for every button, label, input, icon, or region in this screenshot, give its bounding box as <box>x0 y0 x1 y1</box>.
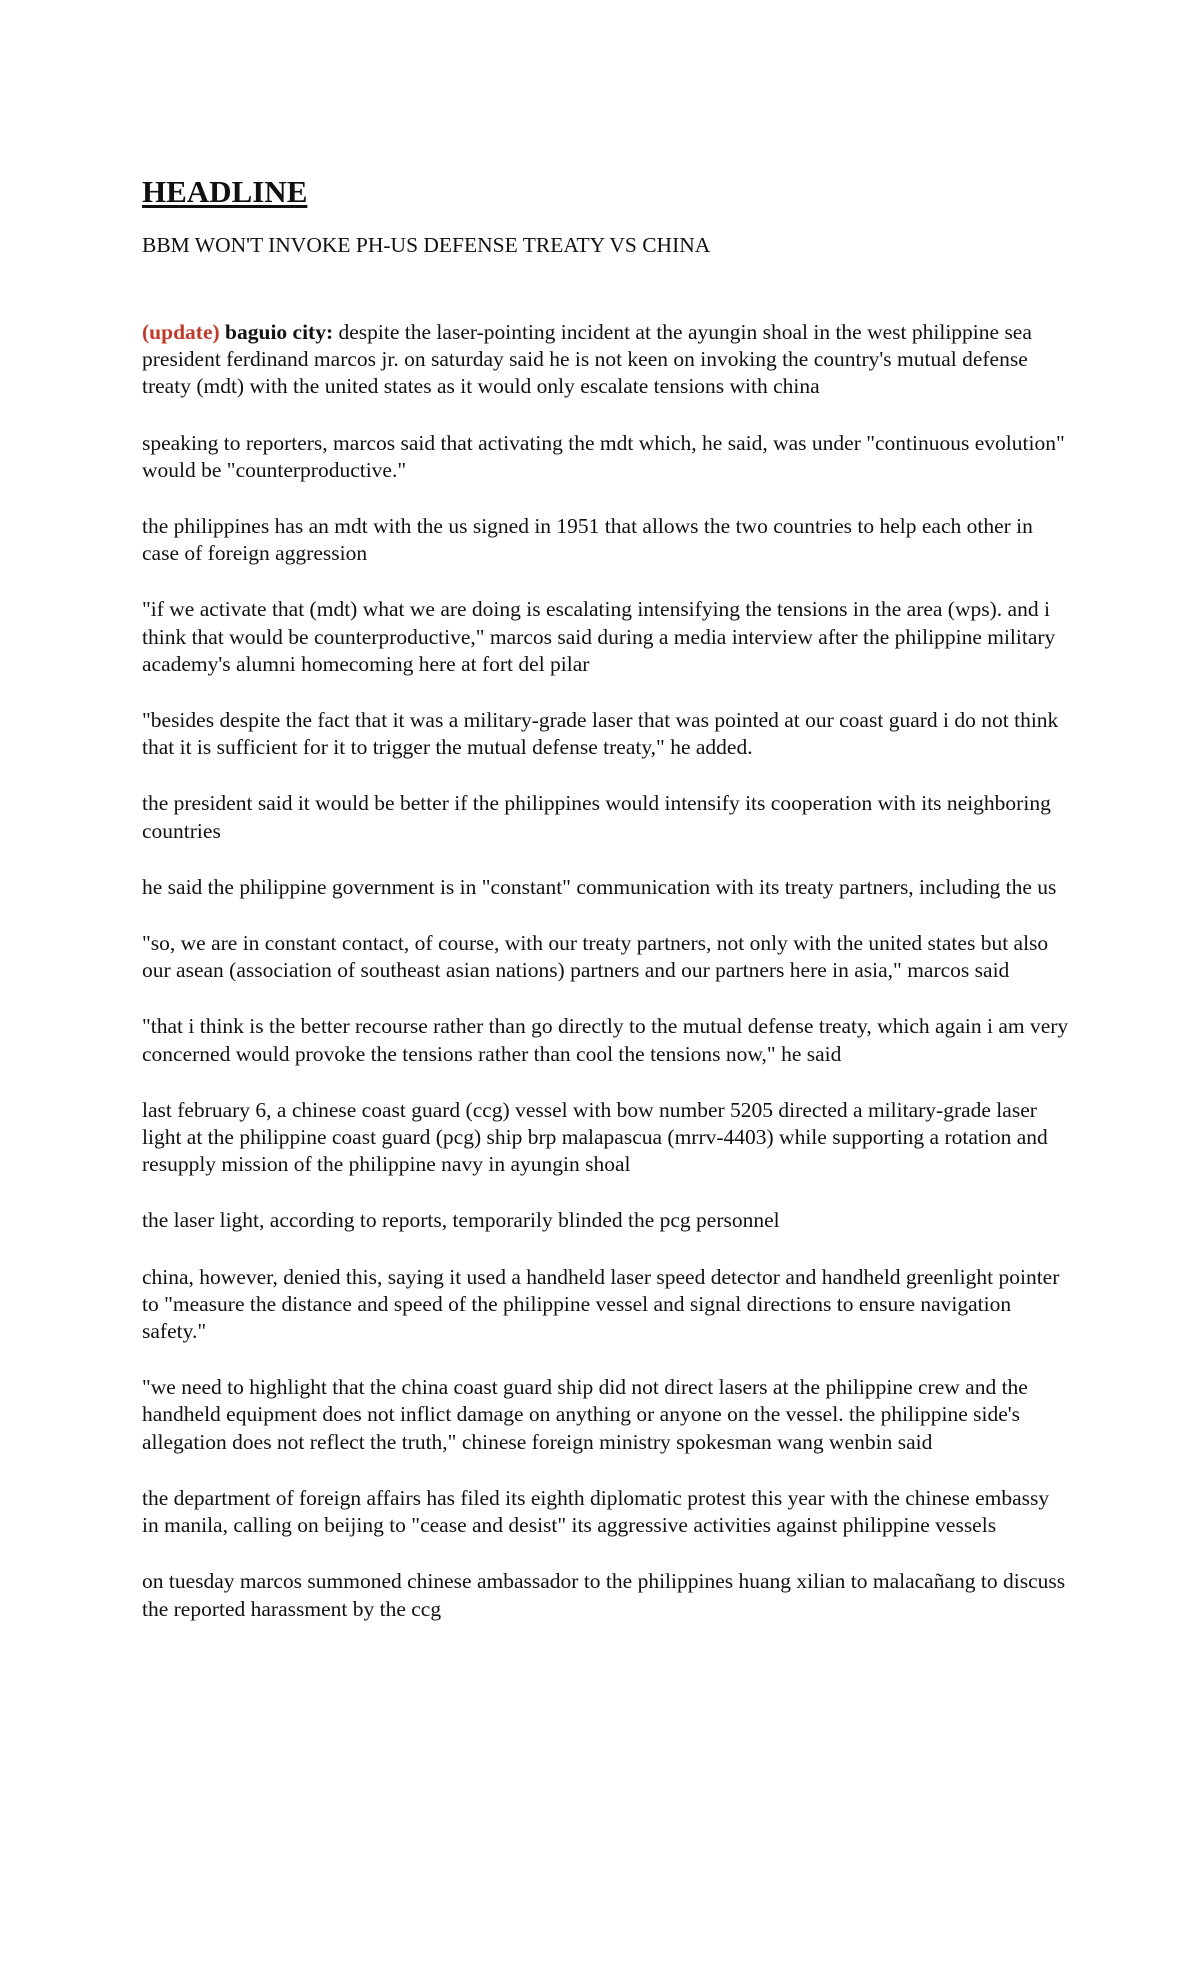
paragraph: "so, we are in constant contact, of course, with our treaty partners, not only with the united states but also our asean (association of southeast asian nations) partners and our partners here in asia," marcos said <box>142 931 1049 983</box>
paragraph: "we need to highlight that the china coast guard ship did not direct lasers at the philippine crew and the handheld equipment does not inflict damage on anything or anyone on the vessel. the philippine side's allegation does not reflect the truth," chinese foreign ministry spokesman wang wenbin said <box>142 1375 1028 1454</box>
paragraph: "that i think is the better recourse rather than go directly to the mutual defense treaty, which again i am very concerned would provoke the tensions rather than cool the tensions now," he said <box>142 1014 1069 1066</box>
lead-text: despite the laser-pointing incident at the ayungin shoal in the west philippine sea president ferdinand marcos jr. on saturday said he is not keen on invoking the country's mutual defense treaty (mdt) with the united states as it would only escalate tensions with china <box>142 320 1032 399</box>
paragraph: last february 6, a chinese coast guard (ccg) vessel with bow number 5205 directed a military-grade laser light at the philippine coast guard (pcg) ship brp malapascua (mrrv-4403) while supporting a rotation and resupply mission of the philippine navy in ayungin shoal <box>142 1097 1048 1177</box>
paragraph: "if we activate that (mdt) what we are doing is escalating intensifying the tensions in the area (wps). and i think that would be counterproductive," marcos said during a media interview after the philippine military academy's alumni homecoming here at fort del pilar <box>142 597 1056 676</box>
paragraph: he said the philippine government is in "constant" communication with its treaty partners, including the us <box>142 874 1057 899</box>
paragraph: china, however, denied this, saying it used a handheld laser speed detector and handheld greenlight pointer to "measure the distance and speed of the philippine vessel and signal directions to ensure navigation safety." <box>142 1264 1060 1344</box>
article-body <box>142 172 1070 1652</box>
paragraph: the laser light, according to reports, temporarily blinded the pcg personnel <box>142 1208 780 1233</box>
update-tag: (update) <box>142 320 220 344</box>
paragraph: the president said it would be better if the philippines would intensify its cooperation with its neighboring countries <box>142 791 1051 843</box>
section-label: HEADLINE <box>142 174 308 209</box>
paragraph: speaking to reporters, marcos said that activating the mdt which, he said, was under "continuous evolution" would be "counterproductive." <box>142 430 1065 482</box>
article-headline: BBM WON'T INVOKE PH-US DEFENSE TREATY VS CHINA <box>142 233 711 257</box>
dateline: baguio city: <box>225 320 334 344</box>
paragraph: the department of foreign affairs has filed its eighth diplomatic protest this year with the chinese embassy in manila, calling on beijing to "cease and desist" its aggressive activities against philippine vessels <box>142 1485 1050 1538</box>
lead-paragraph <box>142 319 1070 401</box>
paragraph: the philippines has an mdt with the us signed in 1951 that allows the two countries to help each other in case of foreign aggression <box>142 514 1033 566</box>
paragraph: "besides despite the fact that it was a military-grade laser that was pointed at our coast guard i do not think that it is sufficient for it to trigger the mutual defense treaty," he added. <box>142 708 1059 760</box>
paragraph: on tuesday marcos summoned chinese ambassador to the philippines huang xilian to malacañang to discuss the reported harassment by the ccg <box>142 1569 1066 1621</box>
